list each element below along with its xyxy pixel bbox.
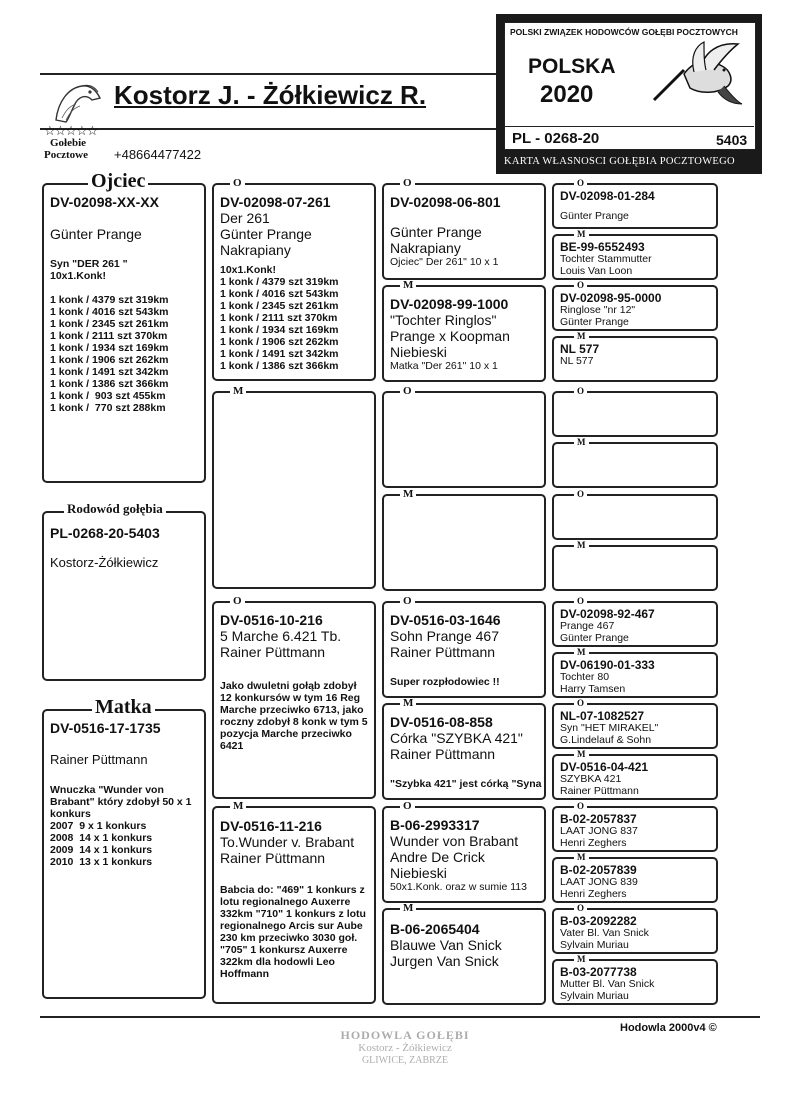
ffm-color: Niebieski bbox=[390, 344, 447, 360]
mmff-label: O bbox=[574, 802, 587, 811]
result-line: 1 konk / 2345 szt 261km bbox=[50, 318, 169, 330]
mfm-note: "Szybka 421" jest córką "Syna bbox=[390, 778, 542, 790]
result-line: 1 konk / 1386 szt 366km bbox=[220, 360, 339, 372]
mffm-owner: Harry Tamsen bbox=[560, 682, 626, 695]
mfmf-ring: NL-07-1082527 bbox=[560, 709, 645, 723]
mmf-note: 50x1.Konk. oraz w sumie 113 bbox=[390, 881, 527, 893]
mff-label: O bbox=[400, 596, 415, 607]
ffmf-box bbox=[552, 285, 718, 331]
mother-note: Wnuczka "Wunder von Brabant" który zdobył 50 x 1 konkurs bbox=[50, 784, 192, 820]
fff-color: Nakrapiany bbox=[390, 240, 461, 256]
mmmm-box bbox=[552, 959, 718, 1005]
mm-box bbox=[212, 806, 376, 1004]
ffmm-ring: NL 577 bbox=[560, 342, 600, 356]
result-line: 1 konk / 903 szt 455km bbox=[50, 390, 166, 402]
pedigree-ring: PL-0268-20-5403 bbox=[50, 525, 160, 541]
mother-results bbox=[50, 820, 198, 868]
mff-note: Super rozpłodowiec !! bbox=[390, 676, 500, 688]
card-ring: PL - 0268-20 bbox=[512, 130, 600, 147]
mff-owner: Rainer Püttmann bbox=[390, 644, 496, 660]
mfmm-box bbox=[552, 754, 718, 800]
ff-ring: DV-02098-07-261 bbox=[220, 194, 331, 210]
mf-box bbox=[212, 601, 376, 799]
father-label: Ojciec bbox=[88, 171, 148, 191]
breeder-name: Kostorz J. - Żółkiewicz R. bbox=[114, 80, 427, 110]
card-footer: KARTA WŁASNOŚCI GOŁĘBIA POCZTOWEGO bbox=[504, 156, 735, 167]
breeder-stamp bbox=[330, 1028, 480, 1084]
mmf-label: O bbox=[400, 801, 415, 812]
mmm-label: M bbox=[400, 903, 416, 914]
breeder-phone: +48664477422 bbox=[114, 147, 202, 162]
ffff-box bbox=[552, 183, 718, 229]
card-number: 5403 bbox=[716, 132, 748, 148]
mmmm-owner: Sylvain Muriau bbox=[560, 989, 629, 1002]
stamp-line3: GLIWICE, ZABRZE bbox=[361, 1055, 449, 1066]
mmmf-box bbox=[552, 908, 718, 954]
card-year: 2020 bbox=[540, 81, 594, 108]
ffff-owner: Günter Prange bbox=[560, 210, 629, 222]
mmm-owner: Jurgen Van Snick bbox=[390, 953, 499, 969]
result-line: 1 konk / 4016 szt 543km bbox=[220, 288, 339, 300]
mfm-label: M bbox=[400, 698, 416, 709]
mff-box bbox=[382, 601, 546, 698]
mfm-name: Córka "SZYBKA 421" bbox=[390, 730, 523, 746]
mfmm-label: M bbox=[574, 750, 589, 759]
mother-label: Matka bbox=[92, 697, 155, 717]
fmmf-label: O bbox=[574, 490, 587, 499]
result-line: 1 konk / 2111 szt 370km bbox=[50, 330, 168, 342]
pedigree-box bbox=[42, 511, 206, 681]
ffff-label: O bbox=[574, 179, 587, 188]
mfff-owner: Günter Prange bbox=[560, 631, 629, 644]
pedigree-label: Rodowód gołębia bbox=[64, 502, 166, 516]
mf-name: 5 Marche 6.421 Tb. bbox=[220, 628, 342, 644]
ffmm-box bbox=[552, 336, 718, 382]
mff-ring: DV-0516-03-1646 bbox=[390, 612, 501, 628]
fffm-ring: BE-99-6552493 bbox=[560, 240, 645, 254]
mffm-name: Tochter 80 bbox=[560, 671, 610, 683]
mf-ring: DV-0516-10-216 bbox=[220, 612, 323, 628]
mfm-owner: Rainer Püttmann bbox=[390, 746, 496, 762]
fffm-box bbox=[552, 234, 718, 280]
fff-note: Ojciec" Der 261" 10 x 1 bbox=[390, 256, 499, 268]
ff-color: Nakrapiany bbox=[220, 242, 291, 258]
fmff-box bbox=[552, 391, 718, 437]
mfff-label: O bbox=[574, 597, 587, 606]
mffm-box bbox=[552, 652, 718, 698]
stamp-line1: HODOWLA GOŁĘBI bbox=[340, 1028, 470, 1042]
fmf-label: O bbox=[400, 386, 415, 397]
father-note2: 10x1.Konk! bbox=[50, 270, 107, 282]
card-divider bbox=[504, 126, 754, 127]
card-org: POLSKI ZWIĄZEK HODOWCÓW GOŁĘBI POCZTOWYCH bbox=[510, 27, 738, 37]
fff-label: O bbox=[400, 178, 415, 189]
mf-owner: Rainer Püttmann bbox=[220, 644, 326, 660]
mmf-box bbox=[382, 806, 546, 903]
ff-name: Der 261 bbox=[220, 210, 270, 226]
fmf-box bbox=[382, 391, 546, 488]
result-line: 1 konk / 4379 szt 319km bbox=[50, 294, 169, 306]
fmm-box bbox=[382, 494, 546, 591]
result-line: 1 konk / 2345 szt 261km bbox=[220, 300, 339, 312]
mmff-owner: Henri Zeghers bbox=[560, 836, 627, 849]
fffm-label: M bbox=[574, 230, 589, 239]
ffmf-owner: Günter Prange bbox=[560, 315, 629, 328]
ffm-ring: DV-02098-99-1000 bbox=[390, 296, 509, 312]
footer-rule bbox=[40, 1016, 760, 1018]
mff-name: Sohn Prange 467 bbox=[390, 628, 499, 644]
mmfm-ring: B-02-2057839 bbox=[560, 863, 637, 877]
fmfm-label: M bbox=[574, 438, 589, 447]
mmm-ring: B-06-2065404 bbox=[390, 921, 480, 937]
mmff-name: LAAT JONG 837 bbox=[560, 825, 638, 837]
father-owner: Günter Prange bbox=[50, 226, 142, 242]
result-line: 1 konk / 1906 szt 262km bbox=[220, 336, 339, 348]
mf-note: Jako dwuletni gołąb zdobył 12 konkursów w tym 16 Reg Marche przeciwko 6713, jako roczny zdobył 8 konk w tym 5 pozycja Marche przeciwko 6421 bbox=[220, 680, 368, 752]
mf-label: O bbox=[230, 596, 245, 607]
father-box bbox=[42, 183, 206, 483]
mmmm-label: M bbox=[574, 955, 589, 964]
result-line: 1 konk / 1386 szt 366km bbox=[50, 378, 169, 390]
mmmf-ring: B-03-2092282 bbox=[560, 914, 637, 928]
mfmm-owner: Rainer Püttmann bbox=[560, 784, 639, 797]
father-note1: Syn "DER 261 " bbox=[50, 258, 128, 270]
pedigree-owner: Kostorz-Żółkiewicz bbox=[50, 555, 159, 570]
mffm-label: M bbox=[574, 648, 589, 657]
mfff-box bbox=[552, 601, 718, 647]
mother-ring: DV-0516-17-1735 bbox=[50, 720, 161, 736]
ffm-label: M bbox=[400, 280, 416, 291]
mmf-name: Wunder von Brabant bbox=[390, 833, 519, 849]
father-results bbox=[50, 294, 198, 414]
mmm-box bbox=[382, 908, 546, 1005]
fmm-label: M bbox=[400, 489, 416, 500]
fff-owner: Günter Prange bbox=[390, 224, 482, 240]
ffm-name: "Tochter Ringlos" bbox=[390, 312, 497, 328]
mmmm-name: Mutter Bl. Van Snick bbox=[560, 978, 655, 990]
mfmm-ring: DV-0516-04-421 bbox=[560, 760, 649, 774]
fffm-owner: Louis Van Loon bbox=[560, 264, 633, 277]
mfmf-owner: G.Lindelauf & Sohn bbox=[560, 733, 652, 746]
fmmm-label: M bbox=[574, 541, 589, 550]
result-line: 1 konk / 4379 szt 319km bbox=[220, 276, 339, 288]
ffmf-label: O bbox=[574, 281, 587, 290]
mm-ring: DV-0516-11-216 bbox=[220, 818, 322, 834]
result-line: 1 konk / 1934 szt 169km bbox=[50, 342, 169, 354]
ffff-ring: DV-02098-01-284 bbox=[560, 189, 655, 203]
mmmf-name: Vater Bl. Van Snick bbox=[560, 927, 649, 939]
mffm-ring: DV-06190-01-333 bbox=[560, 658, 655, 672]
result-line: 2010 13 x 1 konkurs bbox=[50, 856, 153, 868]
mmf-ring: B-06-2993317 bbox=[390, 817, 480, 833]
result-line: 1 konk / 1491 szt 342km bbox=[220, 348, 339, 360]
father-ring: DV-02098-XX-XX bbox=[50, 194, 159, 210]
fffm-name: Tochter Stammutter bbox=[560, 253, 652, 265]
header-top-rule bbox=[40, 73, 496, 75]
mmff-ring: B-02-2057837 bbox=[560, 812, 637, 826]
result-line: 1 konk / 4016 szt 543km bbox=[50, 306, 169, 318]
ffmf-name: Ringlose "nr 12" bbox=[560, 304, 636, 316]
result-line: 2009 14 x 1 konkurs bbox=[50, 844, 153, 856]
result-line: 1 konk / 1906 szt 262km bbox=[50, 354, 169, 366]
ffm-note: Matka "Der 261" 10 x 1 bbox=[390, 360, 498, 372]
mmf-color: Niebieski bbox=[390, 865, 447, 881]
ff-box bbox=[212, 183, 376, 381]
ffm-breed: Prange x Koopman bbox=[390, 328, 510, 344]
card-country: POLSKA bbox=[528, 55, 616, 78]
mfmf-label: O bbox=[574, 699, 587, 708]
result-line: 1 konk / 1491 szt 342km bbox=[50, 366, 169, 378]
mmmm-ring: B-03-2077738 bbox=[560, 965, 637, 979]
mm-name: To.Wunder v. Brabant bbox=[220, 834, 355, 850]
mother-box bbox=[42, 709, 206, 999]
fmff-label: O bbox=[574, 387, 587, 396]
logo-text-line2: Pocztowe bbox=[44, 149, 88, 161]
mm-label: M bbox=[230, 801, 246, 812]
mfm-ring: DV-0516-08-858 bbox=[390, 714, 493, 730]
mm-owner: Rainer Püttmann bbox=[220, 850, 326, 866]
ffmm-label: M bbox=[574, 332, 589, 341]
fff-box bbox=[382, 183, 546, 280]
ff-owner: Günter Prange bbox=[220, 226, 312, 242]
fmfm-box bbox=[552, 442, 718, 488]
mmmf-owner: Sylvain Muriau bbox=[560, 938, 629, 951]
result-line: 2007 9 x 1 konkurs bbox=[50, 820, 147, 832]
logo-text-line1: Gołebie bbox=[50, 137, 87, 149]
ffmm-name: NL 577 bbox=[560, 355, 594, 367]
fm-label: M bbox=[230, 386, 246, 397]
mfm-box bbox=[382, 703, 546, 800]
mmf-owner: Andre De Crick bbox=[390, 849, 485, 865]
fm-box bbox=[212, 391, 376, 589]
mmfm-owner: Henri Zeghers bbox=[560, 887, 627, 900]
mmfm-name: LAAT JONG 839 bbox=[560, 876, 638, 888]
pigeon-logo-icon bbox=[52, 80, 104, 124]
mfmm-name: SZYBKA 421 bbox=[560, 773, 622, 785]
result-line: 1 konk / 770 szt 288km bbox=[50, 402, 166, 414]
header-bottom-rule bbox=[40, 128, 496, 130]
pigeon-card-icon bbox=[644, 40, 744, 110]
mmfm-box bbox=[552, 857, 718, 903]
mmm-name: Blauwe Van Snick bbox=[390, 937, 502, 953]
fmmf-box bbox=[552, 494, 718, 540]
ffmf-ring: DV-02098-95-0000 bbox=[560, 291, 662, 305]
ff-label: O bbox=[230, 178, 245, 189]
logo-stars: ☆☆☆☆☆ bbox=[44, 123, 98, 138]
fmmm-box bbox=[552, 545, 718, 591]
mmff-box bbox=[552, 806, 718, 852]
ffm-box bbox=[382, 285, 546, 382]
stamp-line2: Kostorz - Żółkiewicz bbox=[358, 1042, 452, 1054]
mmmf-label: O bbox=[574, 904, 587, 913]
mfmf-name: Syn "HET MIRAKEL" bbox=[560, 722, 659, 734]
ff-note: 10x1.Konk! bbox=[220, 264, 277, 276]
ff-results bbox=[220, 276, 368, 372]
mfmf-box bbox=[552, 703, 718, 749]
mfff-name: Prange 467 bbox=[560, 620, 615, 632]
result-line: 1 konk / 2111 szt 370km bbox=[220, 312, 338, 324]
mm-note: Babcia do: "469" 1 konkurs z lotu regionalnego Auxerre 332km "710" 1 konkurs z lotu regionalnego Arcis sur Aube 230 km przeciwko 3030 goł. "705" 1 konkursz Auxerre 322km dla hodowli Leo Hoffmann bbox=[220, 884, 366, 980]
mother-owner: Rainer Püttmann bbox=[50, 752, 148, 767]
mmfm-label: M bbox=[574, 853, 589, 862]
software-credit: Hodowla 2000v4 © bbox=[620, 1022, 717, 1034]
mfff-ring: DV-02098-92-467 bbox=[560, 607, 655, 621]
result-line: 2008 14 x 1 konkurs bbox=[50, 832, 153, 844]
result-line: 1 konk / 1934 szt 169km bbox=[220, 324, 339, 336]
fff-ring: DV-02098-06-801 bbox=[390, 194, 501, 210]
